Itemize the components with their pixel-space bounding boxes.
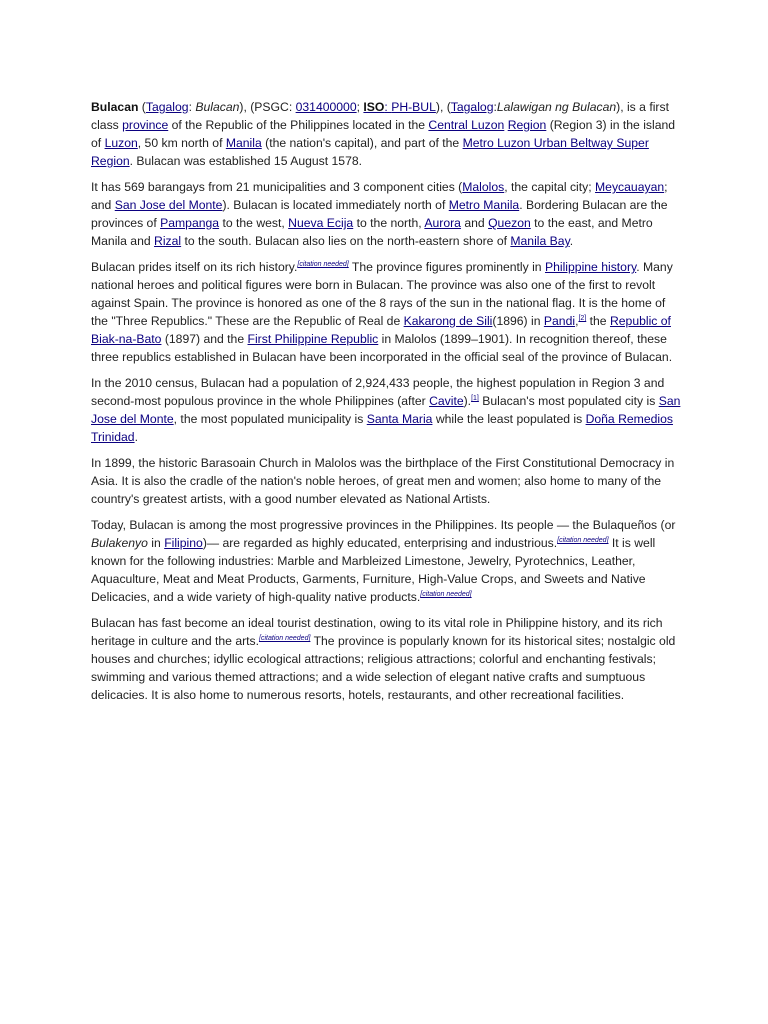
text: , [575,314,579,328]
text: In the 2010 census, Bulacan had a population of 2,924,433 people, the highest population in Region 3 and second-most populous province in the whole Philippines (after [91,376,665,408]
text: ; and [91,180,668,212]
text: The province figures prominently in [348,260,545,274]
link-manila-bay[interactable]: Manila Bay [510,234,570,248]
link-pampanga[interactable]: Pampanga [160,216,220,230]
demonym: Bulakenyo [91,536,148,550]
text: (the nation's capital), and part of the [261,136,463,150]
link-san-jose-del-monte[interactable]: San Jose del Monte [114,198,223,212]
text: , the most populated municipality is [173,412,367,426]
text: (Region 3) in the island of [91,118,676,150]
text: ), ( [435,100,451,114]
text: to the west, [219,216,289,230]
citation-needed [420,591,471,598]
link-philippine-history[interactable]: Philippine history [544,260,637,274]
link-metro-luzon-beltway[interactable]: Metro Luzon Urban Beltway Super Region [91,136,649,168]
link-filipino[interactable]: Filipino [164,536,203,550]
text: . [569,234,574,248]
text: ). Bulacan is located immediately north of [222,198,449,212]
link-nueva-ecija[interactable]: Nueva Ecija [288,216,354,230]
text: . Bordering Bulacan are the provinces of [91,198,668,230]
link-meycauayan[interactable]: Meycauayan [595,180,665,194]
link-quezon[interactable]: Quezon [488,216,531,230]
text: Bulacan's most populated city is [478,394,659,408]
paragraph-industries [91,516,681,606]
link-cavite[interactable]: Cavite [429,394,464,408]
paragraph-geography [91,178,681,250]
text: Bulacan prides itself on its rich history. [91,260,298,274]
link-luzon[interactable]: Luzon [104,136,138,150]
link-citation-needed[interactable] [420,591,471,598]
link-tagalog-2[interactable]: Tagalog [450,100,494,114]
link-region[interactable]: Region [507,118,547,132]
link-metro-manila[interactable]: Metro Manila [448,198,520,212]
text: ), (PSGC: [239,100,296,114]
text: It is well known for the following industries: Marble and Marbleized Limestone, Jewelry, Pyrotechnics, Leather, Aquaculture, Meat and Meat Products, Garments, Furniture, High-Value Crops, and Sweets and Native Delicacies, and a wide variety of high-quality native products. [91,536,656,604]
text: It has 569 barangays from 21 municipalities and 3 component cities ( [91,180,463,194]
text: the [586,314,610,328]
paragraph-tourism [91,614,681,704]
paragraph-history [91,258,681,366]
citation-needed [259,635,310,642]
citation-text: [citation needed] [420,591,472,598]
link-footnote-2[interactable]: [2] [578,315,587,322]
text: ( [138,100,146,114]
text: while the least populated is [432,412,586,426]
link-tagalog[interactable]: Tagalog [145,100,189,114]
paragraph-intro [91,98,681,170]
citation-text: [citation needed] [297,261,349,268]
text: . Many national heroes and political figures were born in Bulacan. The province was also one of the first to revolt against Spain. The province is honored as one of the 8 rays of the sun in the national flag. It is the home of the "Three Republics." These are the Republic of Real de [91,260,673,328]
citation-needed [557,537,608,544]
text: : [188,100,196,114]
text: to the north, [353,216,425,230]
link-kakarong-de-sili[interactable]: Kakarong de Sili [403,314,493,328]
link-central-luzon[interactable]: Central Luzon [428,118,505,132]
link-citation-needed[interactable] [259,635,310,642]
link-psgc-code[interactable]: 031400000 [295,100,357,114]
text: ), is a first class [91,100,669,132]
citation-needed [297,261,348,268]
article-subject: Bulacan [91,100,139,114]
iso-code: PH-BUL [391,100,436,114]
text: to the east, and Metro Manila and [91,216,653,248]
link-first-philippine-republic[interactable]: First Philippine Republic [247,332,379,346]
link-santa-maria[interactable]: Santa Maria [366,412,433,426]
native-name-full: Lalawigan ng Bulacan [496,100,617,114]
text: )— are regarded as highly educated, enterprising and industrious. [202,536,558,550]
link-pandi[interactable]: Pandi [543,314,576,328]
footnote-ref [471,395,479,402]
text: : [384,100,392,114]
citation-text: [citation needed] [259,635,311,642]
link-malolos[interactable]: Malolos [462,180,505,194]
paragraph-population [91,374,681,446]
text: . Bulacan was established 15 August 1578. [129,154,363,168]
link-citation-needed[interactable] [557,537,608,544]
iso-label: ISO [363,100,385,114]
text: ; [356,100,364,114]
text: in [147,536,165,550]
text: , 50 km north of [137,136,226,150]
link-citation-needed[interactable] [297,261,348,268]
text: In 1899, the historic Barasoain Church in Malolos was the birthplace of the First Constitutional Democracy in Asia. It is also the cradle of the nation's noble heroes, of great men and women; also home to many of the country's greatest artists, with a good number elevated as National Artists. [91,456,675,506]
link-footnote-1[interactable]: [1] [471,395,479,402]
text: to the south. Bulacan also lies on the north-eastern shore of [181,234,511,248]
text: Today, Bulacan is among the most progressive provinces in the Philippines. Its people — the Bulaqueños (or [91,518,676,532]
text: The province is popularly known for its historical sites; nostalgic old houses and churches; idyllic ecological attractions; religious attractions; colorful and enchanting festivals; swimming and various themed attractions; and a wide selection of elegant native crafts and sumptuous delicacies. It is also home to numerous resorts, hotels, restaurants, and other recreational facilities. [91,634,676,702]
article-body [91,98,681,712]
link-iso[interactable] [363,100,435,114]
link-dona-remedios-trinidad[interactable]: Doña Remedios Trinidad [91,412,673,444]
text: : [493,100,497,114]
citation-text: [citation needed] [557,537,609,544]
link-manila[interactable]: Manila [225,136,262,150]
paragraph-barasoain [91,454,681,508]
text: (1897) and the [161,332,248,346]
text: ). [463,394,472,408]
link-rizal[interactable]: Rizal [154,234,182,248]
text: in Malolos (1899–1901). In recognition thereof, these three republics established in Bulacan have been incorporated in the official seal of the province of Bulacan. [91,332,673,364]
text: , the capital city; [504,180,596,194]
text: of the Republic of the Philippines located in the [168,118,429,132]
text: and [460,216,489,230]
link-republic-biak-na-bato[interactable]: Republic of Biak-na-Bato [91,314,671,346]
text: Bulacan has fast become an ideal tourist destination, owing to its vital role in Philippine history, and its rich heritage in culture and the arts. [91,616,663,648]
text: . [134,430,138,444]
text: (1896) in [492,314,544,328]
link-province[interactable]: province [122,118,169,132]
native-name: Bulacan [195,100,240,114]
link-san-jose-del-monte-2[interactable]: San Jose del Monte [91,394,681,426]
link-aurora[interactable]: Aurora [424,216,461,230]
